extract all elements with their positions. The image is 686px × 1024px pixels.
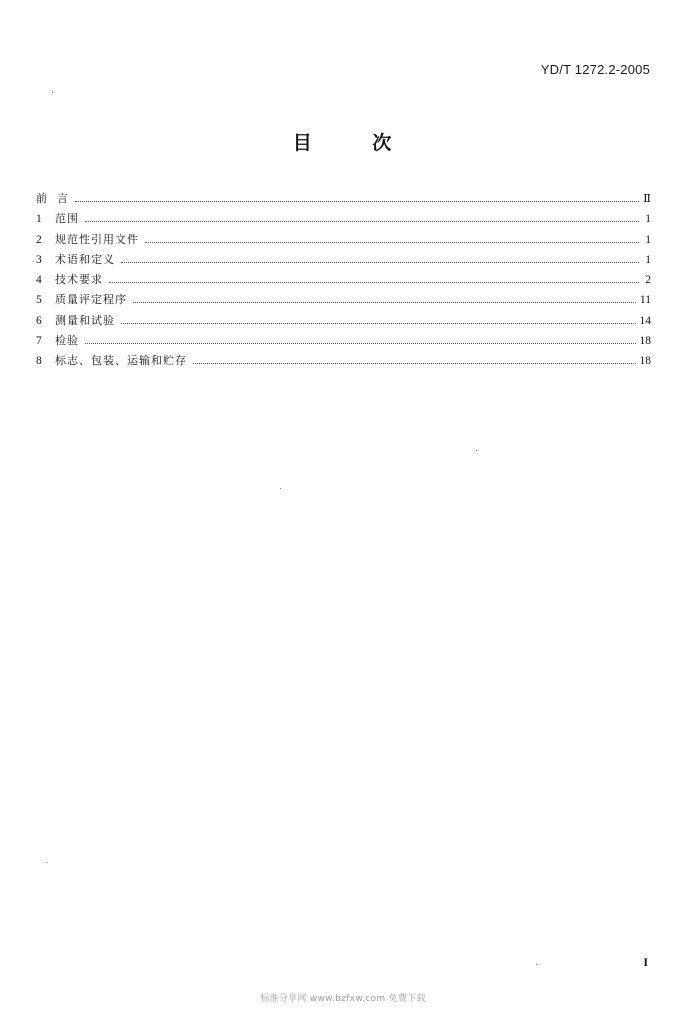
- toc-entry-title: 质量评定程序: [55, 293, 127, 307]
- toc-entry-page: 11: [639, 294, 651, 307]
- toc-leader-dots: [85, 333, 636, 344]
- toc-entry-page: 18: [639, 355, 651, 368]
- toc-entry-page: 1: [645, 233, 651, 246]
- toc-entry-number: 6: [36, 314, 42, 327]
- scan-speck: [280, 488, 281, 489]
- toc-leader-dots: [133, 292, 636, 303]
- toc-entry-number: 3: [36, 253, 42, 266]
- toc-entry-page: 18: [639, 335, 651, 348]
- table-of-contents: [36, 189, 651, 372]
- toc-leader-dots: [75, 191, 639, 202]
- toc-entry-page: 1: [645, 213, 651, 226]
- toc-leader-dots: [121, 313, 636, 324]
- toc-entry-number: 5: [36, 294, 42, 307]
- toc-entry[interactable]: [36, 209, 651, 229]
- scan-speck: [47, 862, 48, 863]
- toc-entry-title: 规范性引用文件: [55, 232, 139, 246]
- toc-entry-number: 4: [36, 274, 42, 287]
- toc-entry-title: 范围: [55, 212, 79, 226]
- toc-entry[interactable]: [36, 331, 651, 351]
- toc-entry-page: 1: [645, 253, 651, 266]
- toc-leader-dots: [145, 232, 639, 243]
- toc-entry-title: 技术要求: [55, 273, 103, 287]
- toc-entry[interactable]: [36, 230, 651, 250]
- toc-entry-number: 前: [36, 192, 47, 205]
- toc-entry[interactable]: [36, 270, 651, 290]
- watermark-text: 标准分享网 www.bzfxw.com 免费下载: [260, 994, 426, 1004]
- toc-leader-dots: [121, 252, 639, 263]
- toc-entry-page: Ⅱ: [643, 193, 651, 205]
- page-number: I: [643, 955, 648, 969]
- scan-speck: [536, 964, 537, 965]
- scan-speck: [52, 92, 53, 93]
- toc-leader-dots: [193, 353, 636, 364]
- toc-entry[interactable]: [36, 250, 651, 270]
- toc-entry-title: 标志、包装、运输和贮存: [55, 354, 187, 368]
- toc-entry-number: 7: [36, 335, 42, 348]
- toc-entry-title: 检验: [55, 334, 79, 348]
- toc-entry[interactable]: [36, 311, 651, 331]
- toc-entry-page: 2: [645, 274, 651, 287]
- toc-entry[interactable]: [36, 290, 651, 310]
- toc-entry-number: 1: [36, 213, 42, 226]
- toc-entry-page: 14: [639, 314, 651, 327]
- toc-entry-title: 测量和试验: [55, 313, 115, 327]
- toc-leader-dots: [109, 272, 639, 283]
- toc-entry-title: 术语和定义: [55, 252, 115, 266]
- toc-entry-number: 8: [36, 355, 42, 368]
- toc-entry-title: 言: [57, 192, 69, 205]
- toc-heading: 目 次: [292, 132, 394, 154]
- document-code: YD/T 1272.2-2005: [540, 62, 650, 77]
- toc-entry-number: 2: [36, 233, 42, 246]
- toc-entry[interactable]: [36, 351, 651, 371]
- toc-leader-dots: [85, 211, 639, 222]
- scan-speck: [476, 450, 477, 451]
- toc-entry[interactable]: [36, 189, 651, 209]
